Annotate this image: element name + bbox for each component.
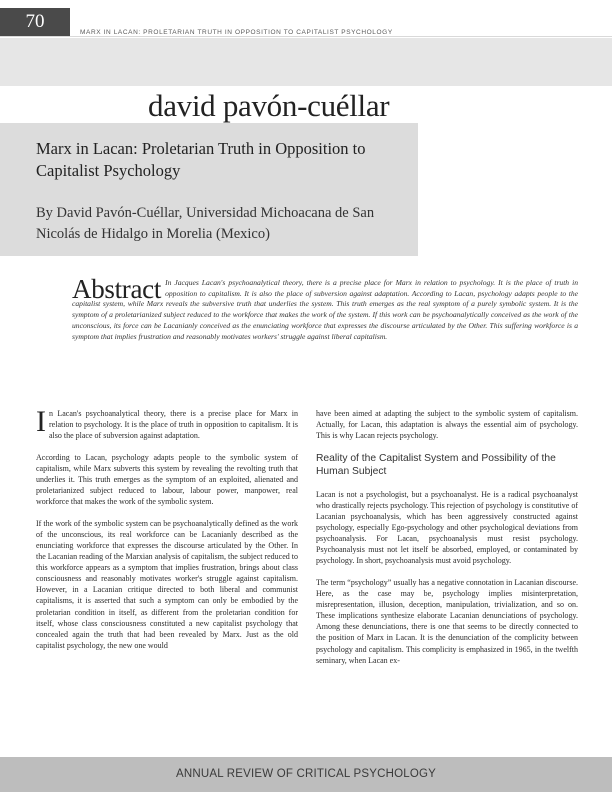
body-paragraph: The term “psychology” usually has a negative connotation in Lacanian discourse. Here, as the case may be, psychology implies misinterpretation, misrepresentation, illusion, deception, manipulation, trivialization, and so on. These implications synthesize elaborate Lacanian denunciations of psychology. Among these denunciations, there is one that seems to be directly connected to the position of Marx in Lacan. It is the denunciation of the complicity between psychology and capitalism. This complicity is emphasized in 1965, in the twelfth seminary, when Lacan ex-	[316, 577, 578, 665]
header-band	[0, 38, 612, 86]
journal-name: ANNUAL REVIEW OF CRITICAL PSYCHOLOGY	[175, 768, 437, 780]
abstract-label: Abstract	[72, 274, 162, 304]
drop-cap: I	[36, 405, 46, 438]
body-paragraph: have been aimed at adapting the subject to the symbolic system of capitalism. Actually, for Lacan, this adaptation is always the essential aim of psychology. This is why Lacan rejects psychology.	[316, 409, 578, 441]
body-paragraph: If the work of the symbolic system can be psychoanalytically defined as the work of the unconscious, its real workforce can be Lacanianly described as the enunciating workforce that expresses the discourse articulated by the Other. In the Lacanian reading of the Marxian analysis of capitalism, the subject reduced to this workforce appears as a symptom that implies frustration, brings about class consciousness and reasonably motivates worker's struggle against capitalism. However, in a Lacanian critique directed to both liberal and communist capitalisms, it is asserted that such a symptom can only be embodied by the proletarian condition in itself, as different from the proletarian condition for itself, whose class consciousness constituted a new capitalist psychology that concealed again the truth that had been revealed by Marx. Just as the old capitalist psychology, the new one would	[36, 518, 298, 650]
running-head: MARX IN LACAN: PROLETARIAN TRUTH IN OPPOSITION TO CAPITALIST PSYCHOLOGY	[80, 29, 393, 36]
body-paragraph: According to Lacan, psychology adapts people to the symbolic system of capitalism, while Marx subverts this system by revealing the revolting truth that underlies it. This truth emerges as the symptom of an exploited, alienated and proletarianized subject reduced to labour, labour power, manpower, real workforce that makes the work of the symbolic system.	[36, 452, 298, 507]
author-banner: david pavón-cuéllar	[148, 88, 390, 123]
body-paragraph	[36, 405, 298, 441]
byline: By David Pavón-Cuéllar, Universidad Michoacana de San Nicolás de Hidalgo in Morelia (Mexico)	[36, 205, 375, 242]
body-right-column	[316, 408, 578, 676]
paragraph-text: n Lacan's psychoanalytical theory, there is a precise place for Marx in relation to psychology. It is the place of truth in opposition to capitalism. It is also the place of subversion against adaptation.	[49, 409, 298, 441]
page-number: 70	[0, 8, 70, 36]
body-paragraph: Lacan is not a psychologist, but a psychoanalyst. He is a radical psychoanalyst who drastically rejects psychology. This rejection of psychology is constitutive of Lacanian psychoanalysis, which has been aggressively constructed against psychology, especially Ego-psychology and other psychological deviations from psychoanalysis. For Lacan, psychoanalysis must resist psychology. Psychoanalysis must not let itself be absorbed, employed, or contaminated by psychology. In short, psychoanalysis must avoid psychology.	[316, 489, 578, 566]
article-title: Marx in Lacan: Proletarian Truth in Opposition to Capitalist Psychology	[36, 139, 366, 180]
body-left-column	[36, 405, 298, 661]
abstract	[72, 274, 578, 342]
abstract-text: In Jacques Lacan's psychoanalytical theory, there is a precise place for Marx in relation to psychology. It is the place of truth in opposition to capitalism. It is also the place of subversion against adaptation. According to Lacan, psychology adapts people to the capitalist system, while Marx reveals the subversive truth that underlies the system. This truth emerges as the real symptom of a purely symbolic system. It is the symptom of a proletarianized subject reduced to the workforce that makes the work of the system. If this work can be psychoanalytically conceived as the work of the unconscious, its force can be Lacanianly conceived as the enunciating workforce that expresses the discourse articulated by the Other. This suffering workforce is a symptom that implies frustration and reasonably motivates workers' struggle against liberal capitalism.	[72, 278, 578, 341]
section-heading: Reality of the Capitalist System and Possibility of the Human Subject	[316, 452, 556, 477]
